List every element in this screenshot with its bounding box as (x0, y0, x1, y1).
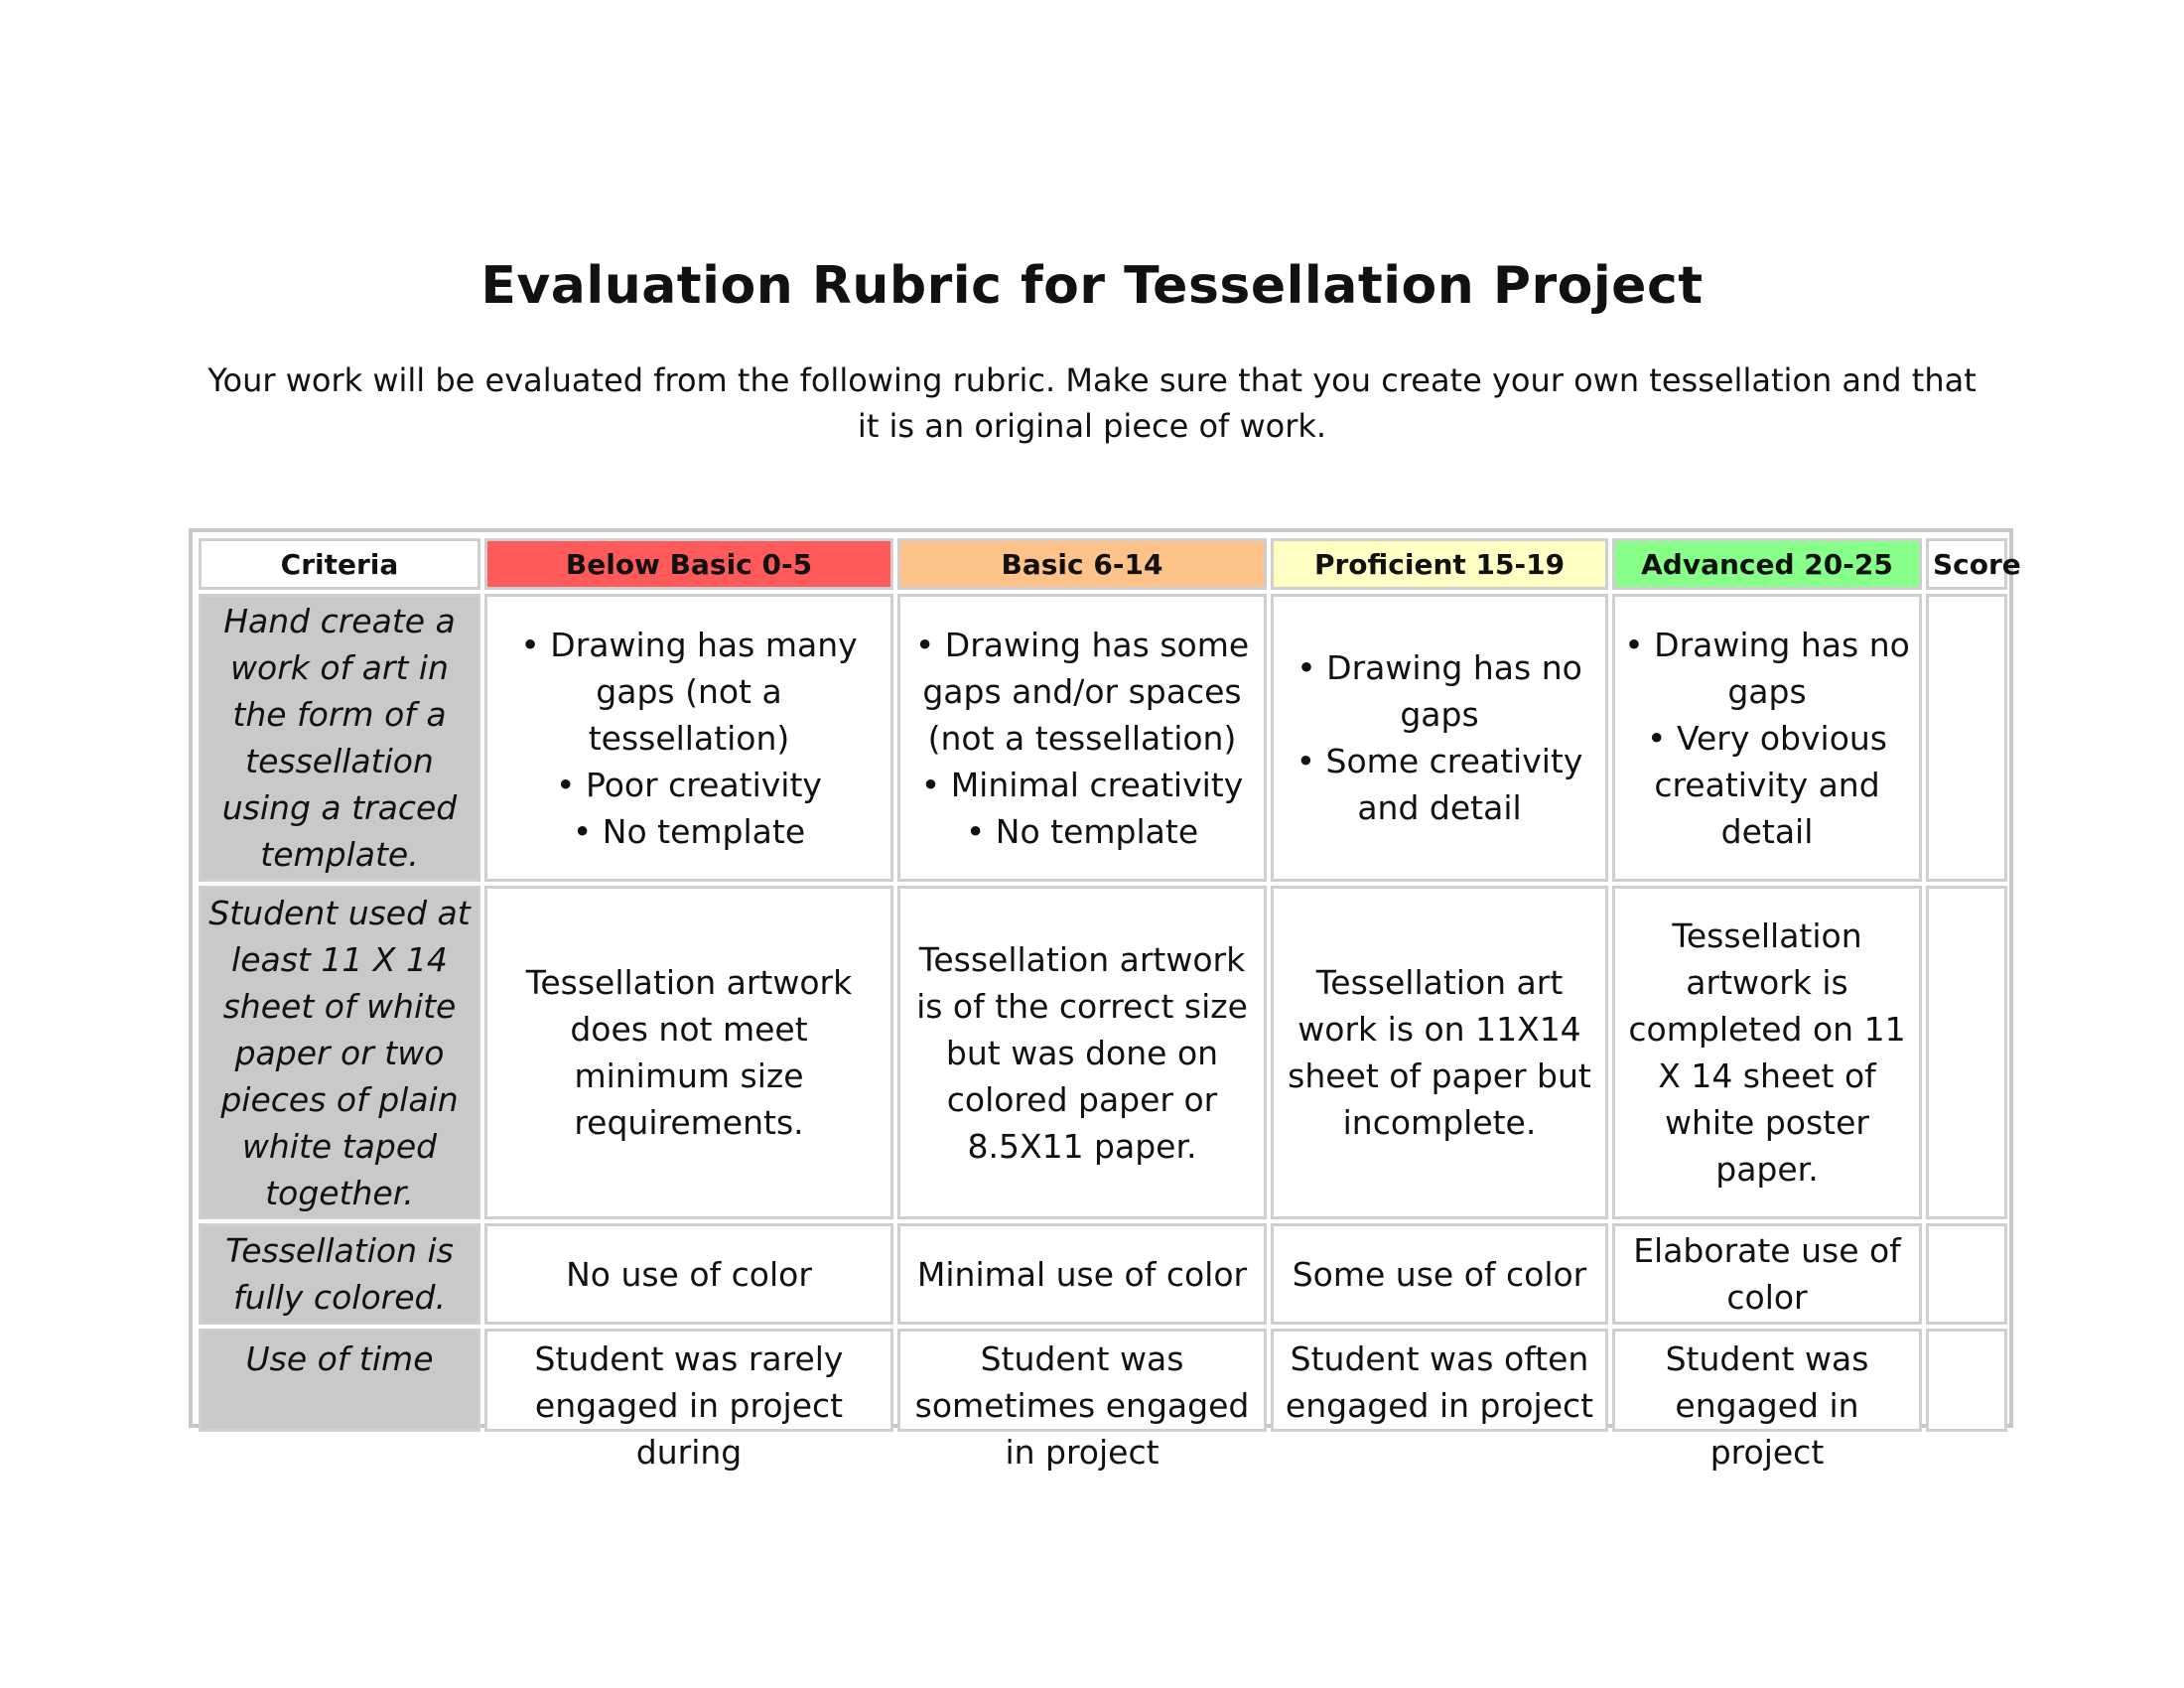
header-below-basic: Below Basic 0-5 (484, 538, 893, 590)
below-basic-cell (484, 1329, 893, 1472)
basic-cell: Tessellation artwork is of the correct size but was done on colored paper or 8.5X11 paper. (897, 886, 1267, 1219)
criteria-cell: Hand create a work of art in the form of a tessellation using a traced template. (199, 594, 480, 882)
descriptor-text: Student was rarely engaged in project during (534, 1339, 844, 1472)
score-cell[interactable] (1926, 1223, 2007, 1325)
header-advanced: Advanced 20-25 (1612, 538, 1922, 590)
criteria-cell: Student used at least 11 X 14 sheet of white paper or two pieces of plain white taped together. (199, 886, 480, 1219)
header-score: Score (1926, 538, 2007, 590)
basic-cell (897, 594, 1267, 882)
rubric-table (195, 534, 2021, 1472)
proficient-cell (1271, 1329, 1608, 1432)
below-basic-cell: Tessellation artwork does not meet minimum size requirements. (484, 886, 893, 1219)
descriptor-line: • No template (572, 811, 806, 851)
descriptor-text: Student was sometimes engaged in project (914, 1339, 1250, 1472)
basic-cell (897, 1329, 1267, 1472)
proficient-cell (1271, 594, 1608, 882)
table-row (199, 594, 2007, 882)
criteria-cell (199, 1329, 480, 1432)
page-title: Evaluation Rubric for Tessellation Project (480, 256, 1704, 316)
criteria-text: Use of time (245, 1339, 434, 1378)
descriptor-line: • Minimal creativity (920, 765, 1244, 804)
intro-paragraph: Your work will be evaluated from the following rubric. Make sure that you create your own tessellation and that it is an original piece of work. (207, 361, 1977, 445)
rubric-table-frame (189, 528, 2021, 1472)
descriptor-line: • Some creativity and detail (1296, 742, 1583, 827)
advanced-cell (1612, 594, 1922, 882)
basic-cell: Minimal use of color (897, 1223, 1267, 1325)
advanced-cell: Tessellation artwork is completed on 11 X 14 sheet of white poster paper. (1612, 886, 1922, 1219)
table-row (199, 1223, 2007, 1325)
descriptor-text: Student was often engaged in project (1285, 1339, 1594, 1425)
descriptor-line: • Very obvious creativity and detail (1647, 718, 1887, 851)
score-cell[interactable] (1926, 886, 2007, 1219)
descriptor-text: Student was engaged in project (1665, 1339, 1869, 1472)
table-row (199, 1329, 2007, 1432)
descriptor-line: • Poor creativity (556, 765, 822, 804)
descriptor-line: • Drawing has many gaps (not a tessellation) (520, 625, 858, 758)
criteria-cell: Tessellation is fully colored. (199, 1223, 480, 1325)
score-cell[interactable] (1926, 594, 2007, 882)
header-criteria: Criteria (199, 538, 480, 590)
descriptor-line: • Drawing has some gaps and/or spaces (not a tessellation) (914, 625, 1250, 758)
below-basic-cell: No use of color (484, 1223, 893, 1325)
descriptor-line: • Drawing has no gaps (1297, 648, 1582, 734)
below-basic-cell (484, 594, 893, 882)
descriptor-line: • Drawing has no gaps (1624, 625, 1910, 711)
score-cell[interactable] (1926, 1329, 2007, 1432)
advanced-cell: Elaborate use of color (1612, 1223, 1922, 1325)
proficient-cell: Some use of color (1271, 1223, 1608, 1325)
proficient-cell: Tessellation art work is on 11X14 sheet of paper but incomplete. (1271, 886, 1608, 1219)
header-proficient: Proficient 15-19 (1271, 538, 1608, 590)
advanced-cell (1612, 1329, 1922, 1472)
header-basic: Basic 6-14 (897, 538, 1267, 590)
header-row (199, 538, 2007, 590)
descriptor-line: • No template (965, 811, 1199, 851)
table-row (199, 886, 2007, 1219)
